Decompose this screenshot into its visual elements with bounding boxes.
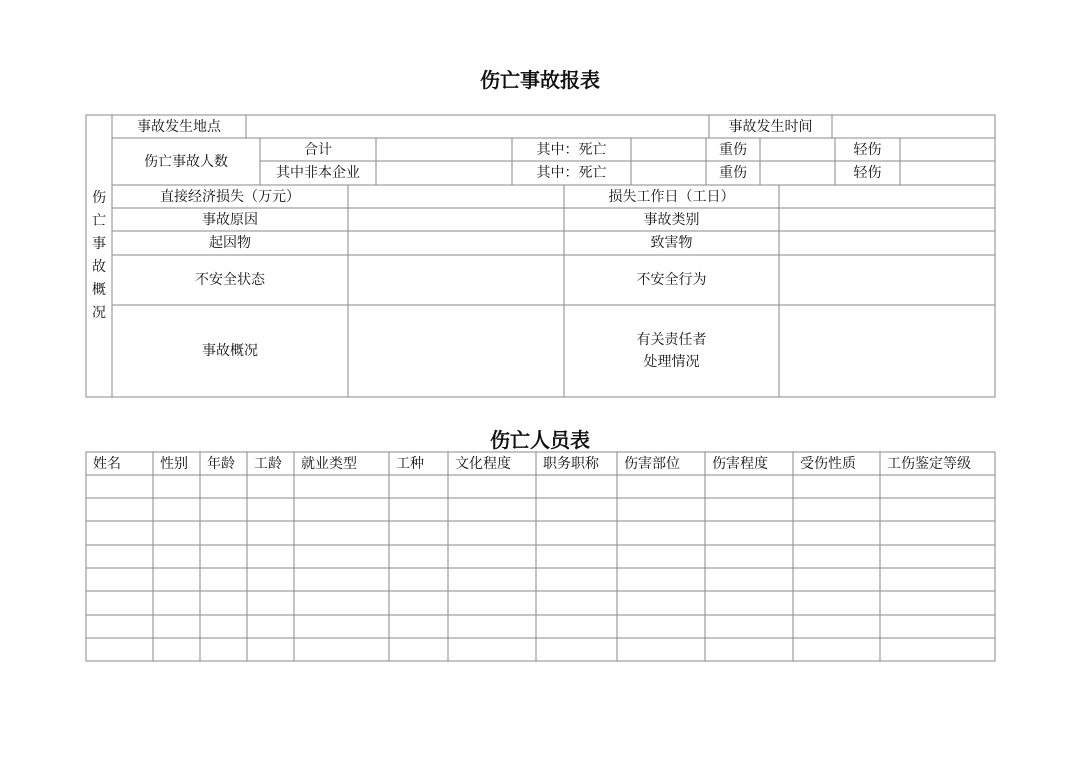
origin-label: 起因物 [209, 235, 251, 251]
total-death-label: 其中：死亡 [536, 141, 607, 158]
non-company-death-label: 其中：死亡 [536, 165, 607, 181]
economic-loss-label: 直接经济损失（万元） [160, 188, 300, 205]
unsafe-state-label: 不安全状态 [195, 272, 265, 288]
section-char: 故 [92, 259, 106, 275]
column-header: 伤害部位 [624, 455, 680, 472]
column-header: 工伤鉴定等级 [887, 455, 971, 472]
column-header: 工龄 [254, 455, 282, 472]
report-title: 伤亡事故报表 [480, 68, 600, 92]
section-char: 况 [92, 305, 106, 321]
responsible-label-line: 处理情况 [643, 354, 700, 370]
casualties-label: 伤亡事故人数 [144, 153, 228, 170]
section-char: 亡 [92, 213, 106, 229]
casualty-table-title: 伤亡人员表 [490, 428, 590, 452]
column-header: 就业类型 [301, 455, 357, 472]
total-minor-injury-label: 轻伤 [853, 141, 882, 158]
section-label-vertical [86, 187, 112, 325]
harmful-object-label: 致害物 [650, 235, 693, 251]
section-char: 事 [92, 236, 106, 252]
section-char: 伤 [92, 190, 106, 206]
non-company-serious-injury-label: 重伤 [719, 165, 747, 181]
cause-label: 事故原因 [202, 211, 258, 228]
unsafe-behavior-label: 不安全行为 [636, 272, 707, 288]
column-header: 文化程度 [455, 455, 511, 472]
overview-label: 事故概况 [202, 343, 258, 359]
location-field[interactable] [246, 115, 709, 138]
column-header: 职务职称 [543, 455, 599, 472]
non-company-minor-injury-label: 轻伤 [853, 165, 882, 181]
location-label: 事故发生地点 [137, 118, 221, 135]
total-serious-injury-label: 重伤 [719, 141, 747, 158]
section-char: 概 [92, 282, 106, 298]
column-header: 姓名 [93, 455, 121, 472]
column-header: 伤害程度 [712, 455, 768, 472]
time-field[interactable] [832, 115, 995, 138]
responsible-label-line: 有关责任者 [636, 332, 707, 348]
non-company-label: 其中非本企业 [276, 165, 360, 181]
column-header: 性别 [160, 455, 188, 472]
column-header: 年龄 [207, 455, 235, 472]
total-label: 合计 [304, 141, 332, 158]
column-header: 受伤性质 [800, 455, 856, 472]
category-label: 事故类别 [643, 211, 700, 228]
responsible-label [564, 305, 779, 397]
column-header: 工种 [396, 455, 424, 472]
lost-workdays-label: 损失工作日（工日） [608, 188, 735, 205]
time-label: 事故发生时间 [728, 118, 813, 135]
